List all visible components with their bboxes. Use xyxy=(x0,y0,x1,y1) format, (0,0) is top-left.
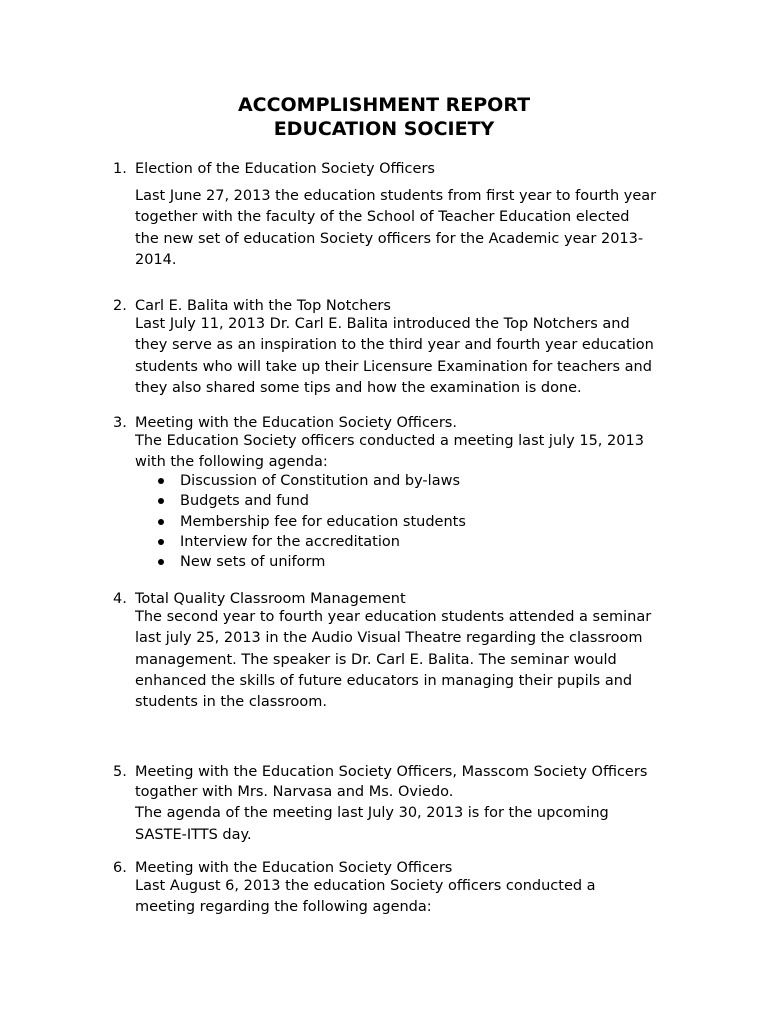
item-body xyxy=(135,607,695,713)
body-line: the new set of education Society officers for the Academic year 2013- xyxy=(135,230,644,247)
bullet-icon xyxy=(158,519,164,525)
body-line: The agenda of the meeting last July 30, 2013 is for the upcoming xyxy=(135,805,609,822)
report-title: ACCOMPLISHMENT REPORT xyxy=(237,94,531,116)
bullet-icon xyxy=(158,539,164,545)
item-heading: Meeting with the Education Society Officers xyxy=(135,860,453,876)
body-line: SASTE-ITTS day. xyxy=(135,826,252,843)
body-line: The Education Society officers conducted a meeting last july 15, 2013 xyxy=(135,433,644,449)
list-item: Interview for the accreditation xyxy=(156,532,466,552)
item-body xyxy=(135,876,695,919)
item-number: 3. xyxy=(113,415,127,431)
bullet-icon xyxy=(158,559,164,565)
body-line: students in the classroom. xyxy=(135,694,327,711)
body-line: Last July 11, 2013 Dr. Carl E. Balita introduced the Top Notchers and xyxy=(135,316,630,332)
body-line: together with the faculty of the School of Teacher Education elected xyxy=(135,209,630,226)
report-subtitle: EDUCATION SOCIETY xyxy=(273,118,495,140)
item-number: 6. xyxy=(113,860,127,876)
item-number: 1. xyxy=(113,161,127,177)
item-body xyxy=(135,314,695,399)
item-number: 4. xyxy=(113,591,127,607)
body-line: togather with Mrs. Narvasa and Ms. Oviedo. xyxy=(135,784,454,800)
item-heading: Meeting with the Education Society Officers. xyxy=(135,415,457,431)
body-line: The second year to fourth year education students attended a seminar xyxy=(135,609,652,625)
body-line: with the following agenda: xyxy=(135,454,328,471)
body-line: last july 25, 2013 in the Audio Visual Theatre regarding the classroom xyxy=(135,630,643,647)
bullet-icon xyxy=(158,478,164,484)
body-line: management. The speaker is Dr. Carl E. Balita. The seminar would xyxy=(135,651,617,668)
item-number: 2. xyxy=(113,298,127,314)
item-heading: Total Quality Classroom Management xyxy=(135,591,406,607)
item-body xyxy=(135,782,695,846)
item-heading: Carl E. Balita with the Top Notchers xyxy=(135,298,391,314)
item-heading: Meeting with the Education Society Officers, Masscom Society Officers xyxy=(135,764,648,780)
bullet-icon xyxy=(158,498,164,504)
body-line: they serve as an inspiration to the third year and fourth year education xyxy=(135,337,654,354)
body-line: Last June 27, 2013 the education students from first year to fourth year xyxy=(135,188,657,204)
list-item: Membership fee for education students xyxy=(156,512,466,532)
item-heading: Election of the Education Society Officers xyxy=(135,161,435,177)
body-line: meeting regarding the following agenda: xyxy=(135,899,432,916)
list-item: Discussion of Constitution and by-laws xyxy=(156,471,466,491)
body-line: enhanced the skills of future educators in managing their pupils and xyxy=(135,672,633,689)
item-body xyxy=(135,431,695,474)
body-line: 2014. xyxy=(135,251,177,268)
body-line: Last August 6, 2013 the education Society officers conducted a xyxy=(135,878,596,894)
body-line: they also shared some tips and how the examination is done. xyxy=(135,379,582,396)
item-body xyxy=(135,186,695,271)
agenda-list xyxy=(156,471,466,572)
list-item: New sets of uniform xyxy=(156,552,466,572)
item-number: 5. xyxy=(113,764,127,780)
list-item: Budgets and fund xyxy=(156,491,466,511)
body-line: students who will take up their Licensure Examination for teachers and xyxy=(135,358,652,375)
